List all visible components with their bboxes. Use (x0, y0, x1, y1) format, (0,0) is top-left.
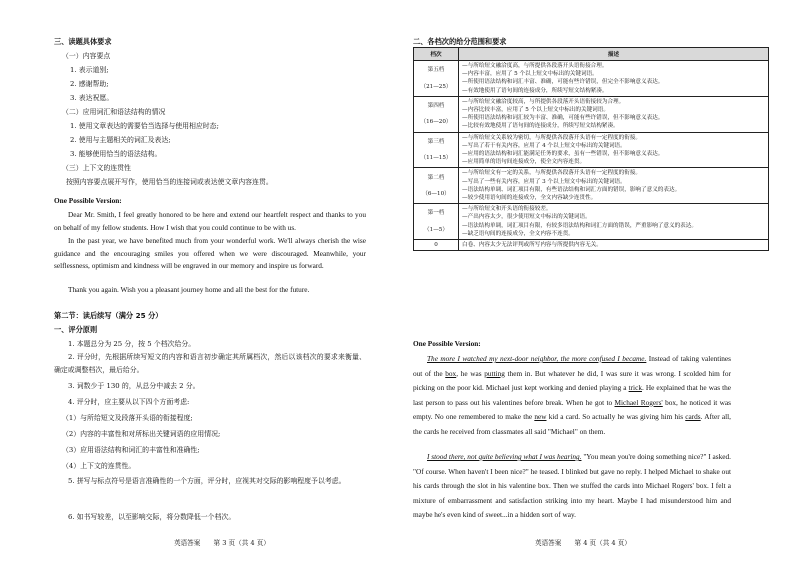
desc-line: —比较有效地使用了语句间的连接成分，所续写短文结构紧凑。 (462, 123, 619, 130)
desc-line: —与所给短文融洽度高，与所提供各段落开头语衔接合理。 (462, 63, 608, 69)
desc-line: —较少使用语句间的连接成分，全文内容缺少连贯性。 (462, 195, 597, 202)
description-cell (459, 168, 769, 204)
desc-line: —所使用语法结构和词汇丰富、准确，可能有些许错误，但完全不影响意义表达。 (462, 79, 664, 86)
text-run: box, he noticed it was empty. No one remembered to make the (413, 397, 731, 422)
level-cell (414, 61, 459, 97)
page-footer-3: 英语答案 第 3 页（共 4 页） (174, 539, 270, 547)
description-cell (459, 204, 769, 240)
rule-6: 6. 如书写较差，以至影响交际，将分数降低一个档次。 (68, 513, 236, 521)
coherence-text: 按照内容要点展开写作，使用恰当的连接词或表达使文章内容连贯。 (66, 178, 273, 186)
subsection-1: （一）内容要点 (62, 52, 111, 60)
desc-line: —与所给短文和开头语的衔接较差。 (462, 206, 552, 213)
version-title: One Possible Version: (54, 196, 122, 205)
rule-2: 2. 评分时，先根据所续写短文的内容和语言初步确定其所属档次，然后以该档次的要求来衡量、确定或调整档次，最后给分。 (54, 353, 366, 374)
page-footer-4: 英语答案 第 4 页（共 4 页） (535, 539, 631, 547)
desc-line: —内容比较丰富，应用了 5 个以上短文中标出的关键词语。 (462, 107, 609, 114)
description-cell (459, 96, 769, 132)
description-cell (459, 61, 769, 97)
keyword: trick (628, 383, 642, 393)
desc-line: —语法结构单调、词汇项目有限，有些语法结构和词汇方面的错误，影响了意义的表达。 (462, 186, 681, 193)
text-run: them in. But whatever he did, I was sure it was wrong. I scolded him for picking on the poor kid. Michael just kept working and denied playing a (413, 368, 731, 393)
table-header-row (414, 48, 769, 61)
continuation-paragraph-2 (413, 450, 731, 523)
first-sentence: The more I watched my next-door neighbor, the more confused I became. (427, 354, 647, 363)
desc-line: —写出了若干有关内容，应用了 4 个以上短文中标出的关键词语。 (462, 142, 626, 149)
desc-line: —所使用语法结构和词汇较为丰富、准确，可能有些许错误，但不影响意义表达。 (462, 115, 664, 122)
rule-4-1: （1）与所给短文及段落开头语的衔接程度; (62, 414, 193, 422)
text-run: Instead of taking valentines out of the (413, 354, 731, 378)
essay-paragraph-1: Dear Mr. Smith, I feel greatly honored to be here and extend our heartfelt respect and thanks to you on behalf of my fellow students. How I wish that you could continue to be with us. (54, 210, 366, 232)
level-name: 第一档 (427, 210, 445, 217)
section-2-title: 二、各档次的给分范围和要求 (413, 37, 507, 46)
level-range: （1—5） (424, 226, 448, 233)
level-cell (414, 132, 459, 168)
level-range: （6—10） (422, 190, 450, 197)
text-run: "You mean you're doing something nice?" I asked. "Of course. When haven't I been nice?" he teased. I blinked but gave no reply. I helped Michael to shake out his cards through the slot in his valentine box. Then we stuffed the cards into Michael Rogers' box. I felt a mixture of embarrassment and satisfaction striking into my heart. Maybe I had misunderstood him and maybe he's even kind of sweet...in a hidden sort of way. (413, 452, 731, 520)
rule-5: 5. 拼写与标点符号是语言准确性的一个方面，评分时，应视其对交际的影响程度予以考虑。 (68, 477, 346, 485)
text-run: . After all, the cards he received from classmates all said "Michael" on them. (413, 412, 731, 436)
point-2: 2. 感谢帮助; (70, 80, 109, 88)
keyword: new (534, 412, 547, 422)
level-name: 第五档 (427, 67, 445, 74)
desc-line: —有效地使用了语句间的连接成分，所续写短文结构紧凑。 (462, 87, 608, 94)
level-name: 第二档 (427, 174, 445, 181)
rule-3: 3. 词数少于 130 的，从总分中减去 2 分。 (68, 382, 200, 390)
point-3: 3. 表达祝愿。 (70, 94, 114, 102)
description-cell (459, 132, 769, 168)
desc-line: —语法结构单调，词汇项目有限，有较多语法结构和词汇方面的错误，严重影响了意义的表达。 (462, 222, 697, 229)
principle-title: 一、评分原则 (54, 325, 98, 334)
keyword: box (445, 368, 457, 378)
level-range: （11—15） (420, 155, 452, 162)
desc-line: —应用的语法结构和词汇能满足任务的要求，虽有一些错误，但不影响意义表达。 (462, 151, 664, 158)
level-range: （21—25） (420, 83, 452, 90)
text-run: kid a card. So actually he was giving him his (546, 412, 686, 422)
rule-4-4: （4）上下文的连贯性。 (62, 462, 136, 470)
header-description: 描述 (459, 48, 769, 61)
table-row (414, 132, 769, 168)
rule-4-2: （2）内容的丰富性和对所标出关键词语的应用情况; (62, 430, 221, 438)
point-1: 1. 表示道别; (70, 66, 109, 74)
level-cell (414, 204, 459, 240)
continuation-paragraph-1 (413, 352, 731, 440)
desc-line: —写出了一些有关内容，应用了 3 个以上短文中标出的关键词语。 (462, 178, 626, 185)
rule-4: 4. 评分时，应主要从以下四个方面考虑: (68, 398, 190, 406)
lang-1: 1. 使用文章表达的需要恰当选择与使用相应时态; (70, 122, 219, 130)
keyword: cards (685, 412, 701, 422)
text-run: . He explained that he was the last person to pass out his valentines before break. When he got to (413, 383, 731, 407)
table-row (414, 204, 769, 240)
table-row (414, 168, 769, 204)
rule-1: 1. 本题总分为 25 分，按 5 个档次给分。 (68, 340, 196, 348)
level-cell: 0 (414, 240, 459, 251)
desc-line: —内容丰富，应用了 5 个以上短文中标出的关键词语。 (462, 71, 598, 78)
desc-line: —与所给短文融洽度较高，与所提供各段落开头语衔接较为合理。 (462, 98, 625, 105)
section-3-title: 三、读题具体要求 (54, 37, 112, 46)
subsection-3: （三）上下文的连贯性 (62, 164, 131, 172)
essay-paragraph-2: In the past year, we have benefited much from your wonderful work. We'll always cherish the wise guidance and the encouraging smiles you offered when we were discouraged. Meanwhile, your selflessness, optimism and kindness will be engraved in our memory and inspire us forward. (54, 236, 366, 271)
keyword: Michael Rogers' (614, 397, 663, 407)
lang-2: 2. 使用与主题相关的词汇及表达; (70, 136, 171, 144)
first-sentence: I stood there, not quite believing what I was hearing. (427, 452, 582, 461)
subsection-2: （二）应用词汇和语法结构的情况 (62, 108, 166, 116)
version-title-2: One Possible Version: (413, 339, 481, 348)
level-name: 第四档 (427, 102, 445, 109)
header-level: 档次 (414, 48, 459, 61)
desc-line: —产出内容太少，很少使用短文中标出的关键词语。 (462, 214, 591, 221)
part-2-title: 第二节：读后续写（满分 25 分） (54, 311, 163, 320)
rule-4-3: （3）应用语法结构和词汇的丰富性和准确性; (62, 446, 200, 454)
desc-line: —与所给短文关系较为密切，与所提供各段落开头语有一定程度的衔接。 (462, 134, 642, 141)
level-cell (414, 96, 459, 132)
desc-line: —应用简单的语句间连接成分，使全文内容连贯。 (462, 159, 586, 166)
table-row (414, 240, 769, 251)
grading-table (413, 47, 769, 251)
keyword: putting (484, 368, 505, 378)
table-row (414, 61, 769, 97)
table-row (414, 96, 769, 132)
lang-3: 3. 能够使用恰当的语法结构。 (70, 150, 162, 158)
level-range: （16—20） (420, 119, 452, 126)
level-cell (414, 168, 459, 204)
text-run: , he was (456, 368, 485, 378)
desc-line: —缺乏语句间的连接成分，全文内容不连贯。 (462, 230, 574, 237)
desc-line: —与所给短文有一定的关系，与所提供各段落开头语有一定程度的衔接。 (462, 170, 642, 177)
description-cell (459, 240, 769, 251)
level-name: 第三档 (427, 138, 445, 145)
essay-paragraph-3: Thank you again. Wish you a pleasant journey home and all the best for the future. (68, 285, 310, 294)
desc-line: 白卷、内容太少无法评判或所写内容与所提供内容无关。 (462, 242, 602, 249)
